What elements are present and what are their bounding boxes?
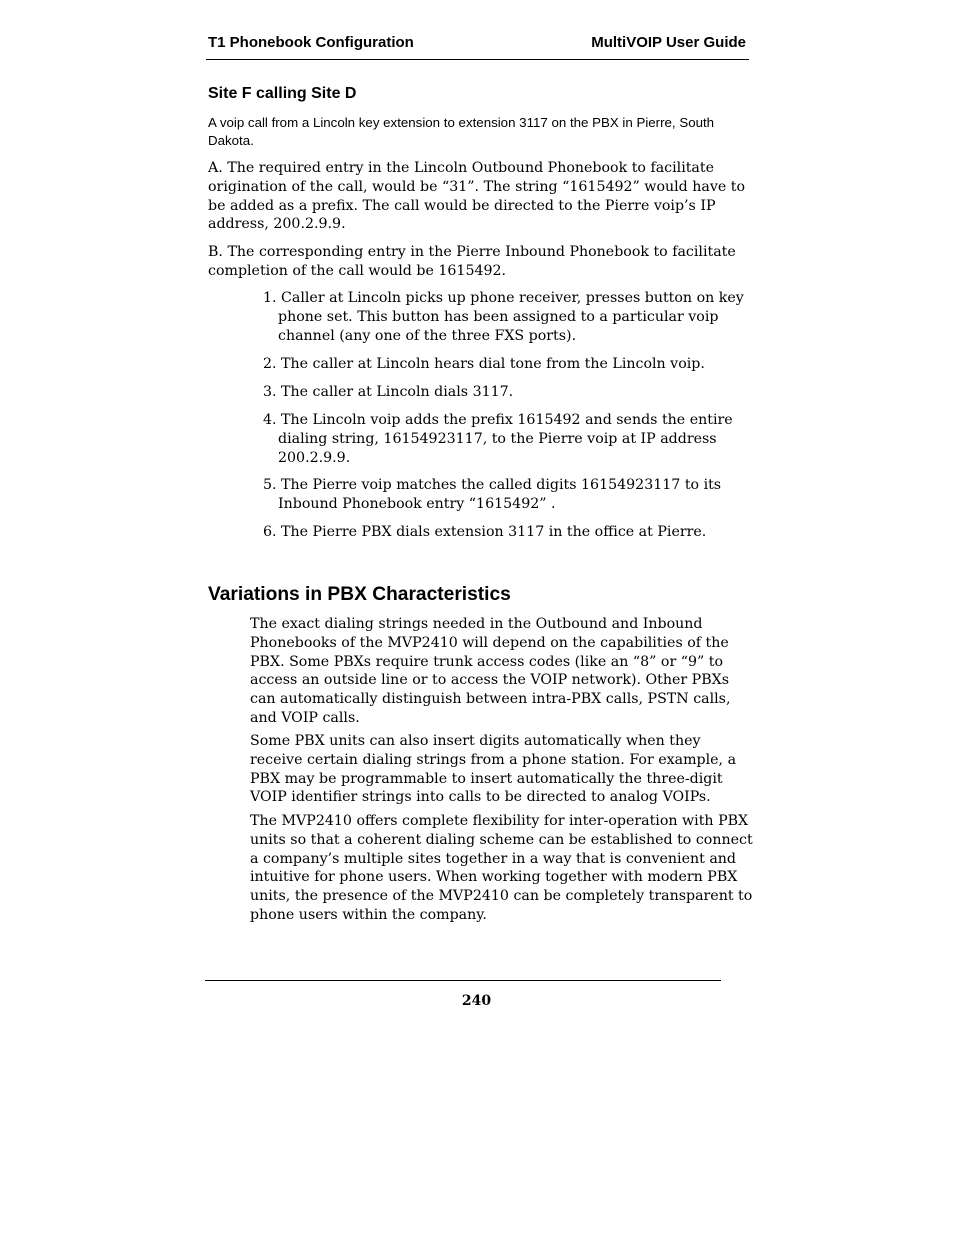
header-chapter-title: T1 Phonebook Configuration [208, 34, 414, 51]
variations-paragraph: Some PBX units can also insert digits automatically when they receive certain dialing strings from a phone station. For example, a PBX may be programmable to insert automatically the three-digit VOIP identifier strings into calls to be directed to analog VOIPs. [250, 733, 737, 806]
list-item: 6. The Pierre PBX dials extension 3117 in the office at Pierre. [263, 524, 707, 540]
page-number: 240 [461, 993, 492, 1009]
variations-paragraph: The MVP2410 offers complete flexibility for inter-operation with PBX units so that a coherent dialing scheme can be established to connect a company’s multiple sites together in a way that is convenient and intuitive for phone users. When working together with modern PBX units, the presence of the MVP2410 can be completely transparent to phone users within the company. [250, 813, 753, 923]
page-header [206, 32, 749, 60]
list-item: 4. The Lincoln voip adds the prefix 1615492 and sends the entire dialing string, 16154923117, to the Pierre voip at IP address 200.2.9.9. [263, 412, 733, 466]
paragraph-b: B. The corresponding entry in the Pierre Inbound Phonebook to facilitate completion of the call would be 1615492. [208, 244, 736, 279]
section-intro: A voip call from a Lincoln key extension to extension 3117 on the PBX in Pierre, South Dakota. [208, 115, 715, 148]
footer-divider [205, 980, 721, 981]
variations-paragraph: The exact dialing strings needed in the Outbound and Inbound Phonebooks of the MVP2410 will depend on the capabilities of the PBX. Some PBXs require trunk access codes (like an “8” or “9” to access an outside line or to access the VOIP network). Other PBXs can automatically distinguish between intra-PBX calls, PSTN calls, and VOIP calls. [250, 616, 731, 726]
list-item: 1. Caller at Lincoln picks up phone receiver, presses button on key phone set. This button has been assigned to a particular voip channel (any one of the three FXS ports). [263, 290, 744, 344]
list-item: 2. The caller at Lincoln hears dial tone from the Lincoln voip. [263, 356, 705, 372]
header-guide-title: MultiVOIP User Guide [591, 34, 746, 51]
variations-heading: Variations in PBX Characteristics [208, 584, 511, 605]
paragraph-a: A. The required entry in the Lincoln Outbound Phonebook to facilitate origination of the call, would be “31”. The string “1615492” would have to be added as a prefix. The call would be directed to the Pierre voip’s IP address, 200.2.9.9. [208, 160, 746, 233]
list-item: 3. The caller at Lincoln dials 3117. [263, 384, 514, 400]
list-item: 5. The Pierre voip matches the called digits 16154923117 to its Inbound Phonebook entry “1615492” . [263, 477, 722, 512]
section-heading: Site F calling Site D [208, 85, 357, 102]
